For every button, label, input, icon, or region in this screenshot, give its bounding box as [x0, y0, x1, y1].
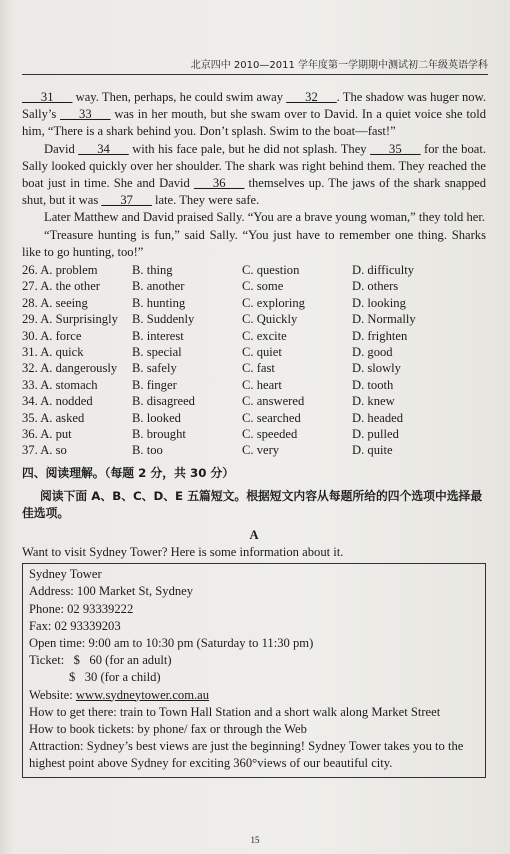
option-choice: D. Normally — [352, 312, 416, 327]
option-choice: C. exploring — [242, 295, 305, 310]
option-choice: C. very — [242, 443, 280, 458]
option-choice: D. knew — [352, 394, 395, 409]
option-choice: 30. A. force — [22, 328, 82, 343]
option-choice: 28. A. seeing — [22, 295, 88, 310]
passage-paragraph-2 — [22, 141, 486, 210]
blank-32: ___32___ — [286, 90, 337, 104]
info-name: Sydney Tower — [29, 567, 102, 582]
info-website — [29, 687, 481, 704]
option-row — [22, 295, 486, 311]
passage-text: with his face pale, but he did not splash. They — [128, 141, 371, 156]
option-choice: 33. A. stomach — [22, 377, 98, 392]
answer-options — [22, 262, 486, 459]
option-choice: B. another — [132, 279, 185, 294]
option-choice: 27. A. the other — [22, 279, 100, 294]
passage-text: was in her mouth, but she swam over to David. In a quiet voice she told him, “There is a shark behind you. Don’t splash. Swim to the boat—fast!” — [22, 107, 487, 139]
option-choice: 26. A. problem — [22, 263, 98, 278]
info-how-get: How to get there: train to Town Hall Station and a short walk along Market Street — [29, 704, 441, 719]
option-choice: 36. A. put — [22, 426, 72, 441]
option-row — [22, 442, 486, 458]
info-fax: Fax: 02 93339203 — [29, 618, 121, 633]
option-choice: 31. A. quick — [22, 344, 84, 359]
passage-paragraph-4: “Treasure hunting is fun,” said Sally. “You just have to remember one thing. Sharks like to go hunting, too!” — [22, 227, 486, 259]
website-link[interactable]: www.sydneytower.com.au — [75, 687, 210, 702]
passage-paragraph-3: Later Matthew and David praised Sally. “You are a brave young woman,” they told her. — [44, 210, 486, 225]
info-phone: Phone: 02 93339222 — [29, 601, 134, 616]
option-choice: B. finger — [132, 377, 177, 392]
option-row — [22, 278, 486, 294]
option-choice: B. hunting — [132, 295, 186, 310]
passage-text: David — [44, 141, 79, 156]
info-how-book: How to book tickets: by phone/ fax or through the Web — [29, 721, 307, 736]
option-choice: D. tooth — [352, 377, 394, 392]
option-choice: C. quiet — [242, 344, 282, 359]
option-choice: B. thing — [132, 263, 173, 278]
passage-paragraph-1 — [22, 89, 486, 141]
option-choice: C. some — [242, 279, 284, 294]
blank-34: ___34___ — [78, 141, 129, 156]
page-content — [22, 89, 486, 778]
info-address: Address: 100 Market St, Sydney — [29, 584, 194, 599]
option-choice: 32. A. dangerously — [22, 361, 118, 376]
option-choice: 29. A. Surprisingly — [22, 312, 118, 327]
option-choice: B. disagreed — [132, 394, 195, 409]
option-choice: D. others — [352, 279, 399, 294]
option-choice: D. headed — [352, 410, 404, 425]
option-choice: C. excite — [242, 328, 287, 343]
page-header: 北京四中 2010—2011 学年度第一学期期中测试初二年级英语学科 — [22, 56, 488, 75]
option-choice: 37. A. so — [22, 443, 67, 458]
info-ticket-adult: Ticket: $ 60 (for an adult) — [29, 653, 172, 668]
blank-36: ___36___ — [194, 176, 245, 191]
option-row — [22, 410, 486, 426]
passage-text: late. They were safe. — [151, 193, 260, 208]
option-choice: C. speeded — [242, 426, 298, 441]
passage-a-label: A — [249, 527, 259, 542]
option-choice: C. Quickly — [242, 312, 298, 327]
passage-text: . The shadow was huger now. Sally’s — [22, 90, 487, 122]
section-4-title: 四、阅读理解。（每题 2 分，共 30 分） — [22, 465, 235, 480]
option-choice: C. question — [242, 263, 300, 278]
website-label: Website: — [29, 687, 76, 702]
option-row — [22, 426, 486, 442]
page-number: 15 — [250, 835, 260, 845]
info-open-time: Open time: 9:00 am to 10:30 pm (Saturday to 11:30 pm) — [29, 635, 314, 650]
blank-35: ___35___ — [370, 141, 421, 156]
sydney-tower-info-box — [22, 563, 486, 777]
option-row — [22, 328, 486, 344]
info-ticket-child: $ 30 (for a child) — [69, 670, 161, 685]
option-choice: B. too — [132, 443, 163, 458]
option-choice: D. slowly — [352, 361, 401, 376]
option-row — [22, 311, 486, 327]
option-choice: B. safely — [132, 361, 177, 376]
option-choice: 34. A. nodded — [22, 394, 93, 409]
passage-text: way. Then, perhaps, he could swim away — [72, 90, 287, 104]
option-choice: B. interest — [132, 328, 184, 343]
blank-37: ___37___ — [101, 193, 152, 208]
option-row — [22, 377, 486, 393]
option-choice: B. Suddenly — [132, 312, 195, 327]
option-choice: C. heart — [242, 377, 282, 392]
section-4-instruction: 阅读下面 A、B、C、D、E 五篇短文。根据短文内容从每题所给的四个选项中选择最佳选项。 — [22, 488, 483, 520]
option-choice: B. special — [132, 344, 182, 359]
option-choice: D. looking — [352, 295, 406, 310]
option-choice: D. quite — [352, 443, 393, 458]
option-row — [22, 360, 486, 376]
passage-text: themselves up. The jaws of the shark snapped shut, but it was — [22, 176, 486, 208]
option-row — [22, 393, 486, 409]
blank-33: ___33___ — [60, 107, 111, 122]
option-choice: D. good — [352, 344, 393, 359]
option-choice: D. difficulty — [352, 263, 415, 278]
option-choice: C. fast — [242, 361, 275, 376]
passage-text: for the boat. Sally looked quickly over her shoulder. The shark was right behind them. They reached the boat just in time. She and David — [22, 141, 486, 191]
passage-a-intro: Want to visit Sydney Tower? Here is some information about it. — [22, 544, 344, 559]
option-choice: 35. A. asked — [22, 410, 85, 425]
blank-31: ___31___ — [22, 90, 73, 104]
option-choice: B. brought — [132, 426, 186, 441]
option-row — [22, 344, 486, 360]
option-row — [22, 262, 486, 278]
option-choice: C. answered — [242, 394, 305, 409]
info-attraction: Attraction: Sydney’s best views are just the beginning! Sydney Tower takes you to the highest point above Sydney for exciting 360°views of our beautiful city. — [29, 739, 464, 771]
option-choice: B. looked — [132, 410, 181, 425]
option-choice: D. pulled — [352, 426, 399, 441]
option-choice: D. frighten — [352, 328, 408, 343]
option-choice: C. searched — [242, 410, 301, 425]
